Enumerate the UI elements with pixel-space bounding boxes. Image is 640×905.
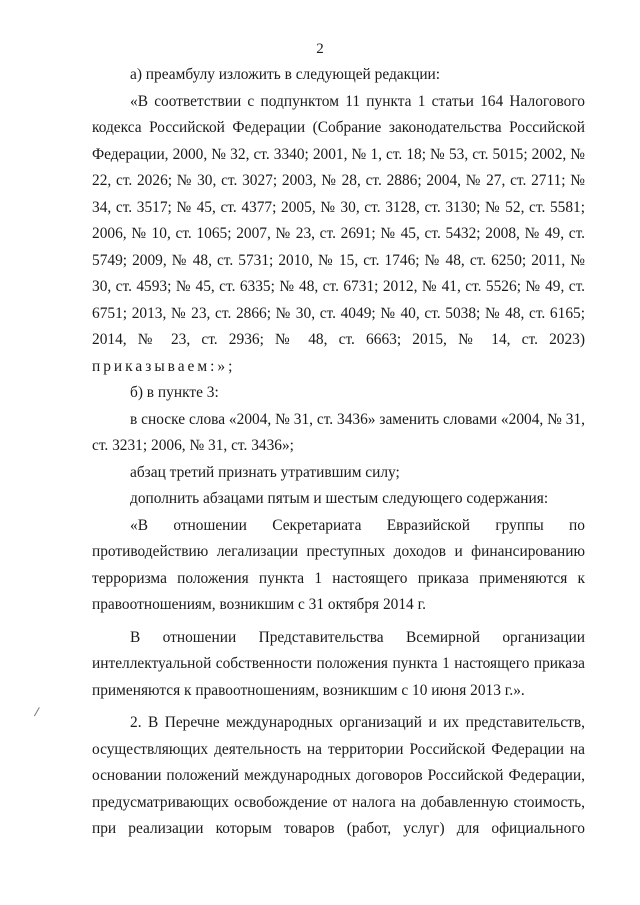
margin-pen-mark [34,707,44,719]
paragraph-preamble-intro: а) преамбулу изложить в следующей редакции: [130,66,441,83]
paragraph-preamble-text: «В соответствии с подпунктом 11 пункта 1 статьи 164 Налогового кодекса Российской Федерации (Собрание законодательства Российской Федерации, 2000, № 32, ст. 3340; 2001, № 1, ст. 18; № 53, ст. 5015; 2002, № 22, ст. 2026; № 30, ст. 3027; 2003, № 28, ст. 2886; 2004, № 27, ст. 2711; № 34, ст. 3517; № 45, ст. 4377; 2005, № 30, ст. 3128, ст. 3130; № 52, ст. 5581; 2006, № 10, ст. 1065; 2007, № 23, ст. 2691; № 45, ст. 5432; 2008, № 49, ст. 5749; 2009, № 48, ст. 5731; 2010, № 15, ст. 1746; № 48, ст. 6250; 2011, № 30, ст. 4593; № 45, ст. 6335; № 48, ст. 6731; 2012, № 41, ст. 5526; № 49, ст. 6751; 2013, № 23, ст. 2866; № 30, ст. 4049; № 40, ст. 5038; № 48, ст. 6165; 2014, № 23, ст. 2936; № 48, ст. 6663; 2015, № 14, ст. 2023) [92,92,585,348]
document-body [92,62,585,843]
paragraph-point-2: 2. В Перечне международных организаций и их представительств, осуществляющих деятельность на территории Российской Федерации на основании положений международных договоров Российской Федерации, предусматривающих освобождение от налога на добавленную стоимость, при реализации которым товаров (работ, услуг) для официального [92,714,585,837]
page-number: 2 [316,41,324,57]
paragraph-third-invalid: абзац третий признать утратившим силу; [130,463,400,481]
paragraph-wipo: В отношении Представительства Всемирной организации интеллектуальной собственности положения пункта 1 настоящего приказа применяются к правоотношениям, возникшим с 10 июня 2013 г.». [92,628,585,699]
paragraph-point-3-intro: б) в пункте 3: [130,384,219,401]
paragraph-order-word: приказываем:»; [92,357,236,375]
paragraph-add-fifth-sixth: дополнить абзацами пятым и шестым следующего содержания: [130,490,549,507]
paragraph-eurasian-group: «В отношении Секретариата Евразийской группы по противодействию легализации преступных доходов и финансированию терроризма положения пункта 1 настоящего приказа применяются к правоотношениям, возникшим с 31 октября 2014 г. [92,516,585,613]
paragraph-footnote-change: в сноске слова «2004, № 31, ст. 3436» заменить словами «2004, № 31, ст. 3231; 2006, № 31, ст. 3436»; [92,410,585,454]
